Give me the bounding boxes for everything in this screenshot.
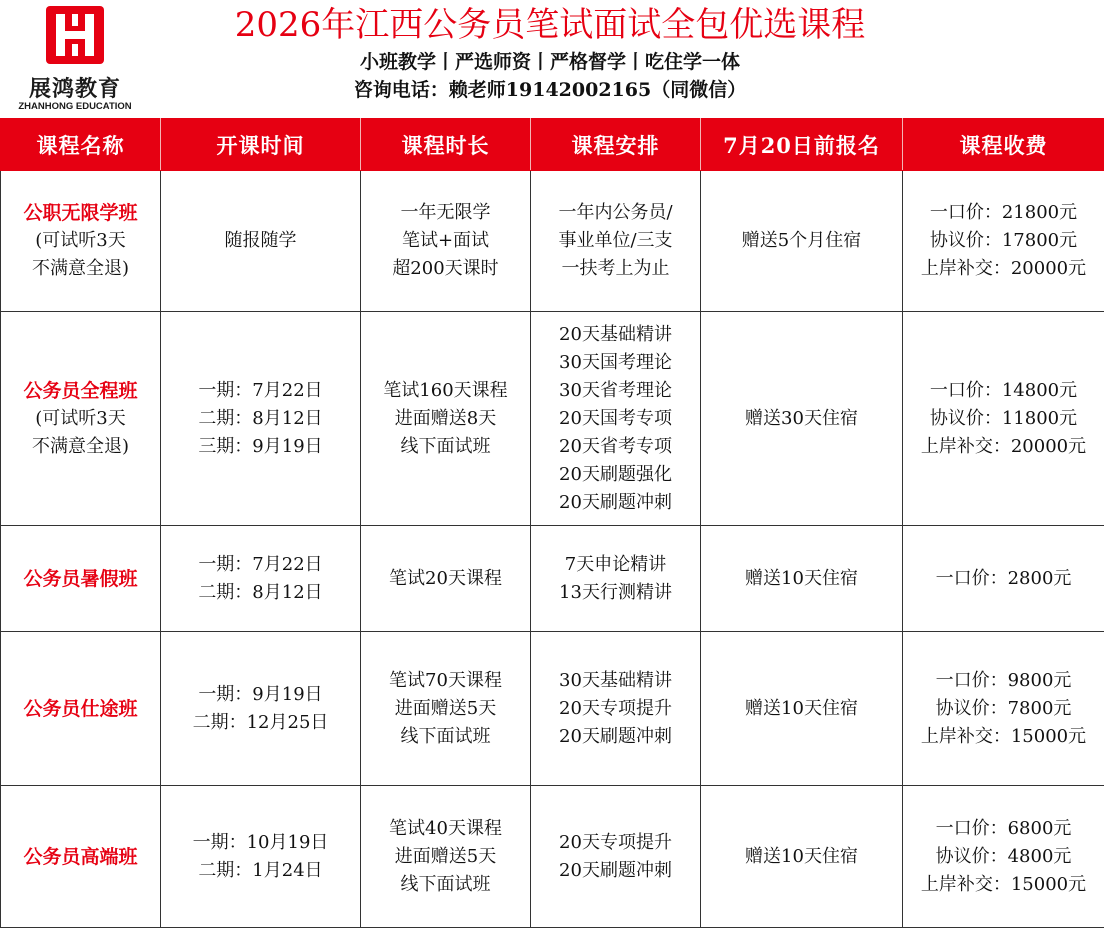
fee-cell-line: 一口价：6800元	[907, 815, 1100, 843]
early-bonus-cell: 赠送10天住宿	[701, 786, 903, 928]
schedule-cell-line: 7天申论精讲	[535, 551, 696, 579]
schedule-cell-line: 20天刷题强化	[535, 461, 696, 489]
course-name: 公职无限学班	[5, 199, 156, 227]
course-name: 公务员仕途班	[5, 695, 156, 723]
duration-cell-line: 笔试160天课程	[365, 377, 526, 405]
schedule-cell	[531, 786, 701, 928]
schedule-cell-line: 13天行测精讲	[535, 579, 696, 607]
start-time-cell-line: 一期：7月22日	[165, 551, 356, 579]
contact-phone: 咨询电话：赖老师19142002165（同微信）	[160, 77, 940, 103]
duration-cell-line: 笔试+面试	[365, 227, 526, 255]
duration-cell-line: 超200天课时	[365, 255, 526, 283]
course-name: 公务员暑假班	[5, 565, 156, 593]
course-name-cell	[1, 526, 161, 632]
column-header-course-name: 课程名称	[1, 119, 161, 171]
fee-cell-line: 一口价：21800元	[907, 199, 1100, 227]
start-time-cell-line: 二期：8月12日	[165, 405, 356, 433]
start-time-cell	[161, 786, 361, 928]
early-bonus-cell: 赠送10天住宿	[701, 526, 903, 632]
fee-cell-line: 协议价：11800元	[907, 405, 1100, 433]
column-header-schedule: 课程安排	[531, 119, 701, 171]
schedule-cell-line: 30天国考理论	[535, 349, 696, 377]
duration-cell-line: 一年无限学	[365, 199, 526, 227]
start-time-cell-line: 一期：10月19日	[165, 829, 356, 857]
duration-cell	[361, 312, 531, 526]
table-row	[1, 786, 1104, 928]
fee-cell	[903, 632, 1104, 786]
schedule-cell-line: 20天省考专项	[535, 433, 696, 461]
start-time-cell-line: 一期：7月22日	[165, 377, 356, 405]
schedule-cell	[531, 632, 701, 786]
course-table	[0, 118, 1104, 928]
early-bonus-cell: 赠送10天住宿	[701, 632, 903, 786]
early-bonus-cell: 赠送30天住宿	[701, 312, 903, 526]
course-note: (可试听3天	[5, 405, 156, 433]
course-name-cell	[1, 171, 161, 312]
fee-cell	[903, 786, 1104, 928]
schedule-cell-line: 20天刷题冲刺	[535, 857, 696, 885]
start-time-cell-line: 二期：12月25日	[165, 709, 356, 737]
schedule-cell-line: 一年内公务员/	[535, 199, 696, 227]
schedule-cell-line: 20天基础精讲	[535, 321, 696, 349]
fee-cell-line: 上岸补交：20000元	[907, 433, 1100, 461]
start-time-cell-line: 随报随学	[165, 227, 356, 255]
course-name-cell	[1, 632, 161, 786]
duration-cell	[361, 786, 531, 928]
duration-cell-line: 笔试20天课程	[365, 565, 526, 593]
schedule-cell-line: 20天国考专项	[535, 405, 696, 433]
fee-cell-line: 协议价：17800元	[907, 227, 1100, 255]
table-row	[1, 632, 1104, 786]
page-subtitle: 小班教学丨严选师资丨严格督学丨吃住学一体	[160, 49, 940, 75]
fee-cell-line: 上岸补交：15000元	[907, 723, 1100, 751]
duration-cell-line: 笔试70天课程	[365, 667, 526, 695]
logo	[14, 6, 136, 116]
duration-cell-line: 进面赠送8天	[365, 405, 526, 433]
start-time-cell-line: 一期：9月19日	[165, 681, 356, 709]
course-name-cell	[1, 786, 161, 928]
start-time-cell	[161, 171, 361, 312]
fee-cell-line: 上岸补交：15000元	[907, 871, 1100, 899]
course-name-cell	[1, 312, 161, 526]
duration-cell-line: 进面赠送5天	[365, 695, 526, 723]
column-header-early-bonus: 7月20日前报名	[701, 119, 903, 171]
brand-logo-icon	[46, 6, 104, 64]
schedule-cell	[531, 526, 701, 632]
table-body	[1, 171, 1104, 928]
schedule-cell-line: 20天刷题冲刺	[535, 489, 696, 517]
table-row	[1, 171, 1104, 312]
fee-cell	[903, 171, 1104, 312]
schedule-cell-line: 20天刷题冲刺	[535, 723, 696, 751]
schedule-cell-line: 20天专项提升	[535, 695, 696, 723]
duration-cell-line: 线下面试班	[365, 871, 526, 899]
table-row	[1, 526, 1104, 632]
fee-cell-line: 协议价：4800元	[907, 843, 1100, 871]
duration-cell	[361, 632, 531, 786]
schedule-cell-line: 一扶考上为止	[535, 255, 696, 283]
fee-cell-line: 一口价：9800元	[907, 667, 1100, 695]
schedule-cell-line: 事业单位/三支	[535, 227, 696, 255]
start-time-cell	[161, 632, 361, 786]
fee-cell-line: 一口价：14800元	[907, 377, 1100, 405]
header	[0, 0, 1104, 118]
course-name: 公务员高端班	[5, 843, 156, 871]
duration-cell-line: 进面赠送5天	[365, 843, 526, 871]
course-note: 不满意全退)	[5, 433, 156, 461]
fee-cell	[903, 526, 1104, 632]
column-header-fee: 课程收费	[903, 119, 1104, 171]
fee-cell-line: 上岸补交：20000元	[907, 255, 1100, 283]
duration-cell	[361, 171, 531, 312]
early-bonus-cell: 赠送5个月住宿	[701, 171, 903, 312]
page-title: 2026年江西公务员笔试面试全包优选课程	[160, 2, 940, 48]
course-note: (可试听3天	[5, 227, 156, 255]
logo-english-name: ZHANHONG EDUCATION	[14, 101, 136, 112]
start-time-cell	[161, 526, 361, 632]
start-time-cell	[161, 312, 361, 526]
schedule-cell-line: 30天基础精讲	[535, 667, 696, 695]
duration-cell-line: 笔试40天课程	[365, 815, 526, 843]
course-name: 公务员全程班	[5, 377, 156, 405]
duration-cell	[361, 526, 531, 632]
start-time-cell-line: 二期：1月24日	[165, 857, 356, 885]
schedule-cell	[531, 171, 701, 312]
duration-cell-line: 线下面试班	[365, 723, 526, 751]
fee-cell-line: 协议价：7800元	[907, 695, 1100, 723]
column-header-start-time: 开课时间	[161, 119, 361, 171]
logo-chinese-name: 展鸿教育	[14, 72, 136, 103]
table-header-row	[1, 119, 1104, 171]
fee-cell	[903, 312, 1104, 526]
start-time-cell-line: 二期：8月12日	[165, 579, 356, 607]
start-time-cell-line: 三期：9月19日	[165, 433, 356, 461]
table-row	[1, 312, 1104, 526]
duration-cell-line: 线下面试班	[365, 433, 526, 461]
fee-cell-line: 一口价：2800元	[907, 565, 1100, 593]
schedule-cell	[531, 312, 701, 526]
schedule-cell-line: 20天专项提升	[535, 829, 696, 857]
column-header-duration: 课程时长	[361, 119, 531, 171]
course-note: 不满意全退)	[5, 255, 156, 283]
schedule-cell-line: 30天省考理论	[535, 377, 696, 405]
